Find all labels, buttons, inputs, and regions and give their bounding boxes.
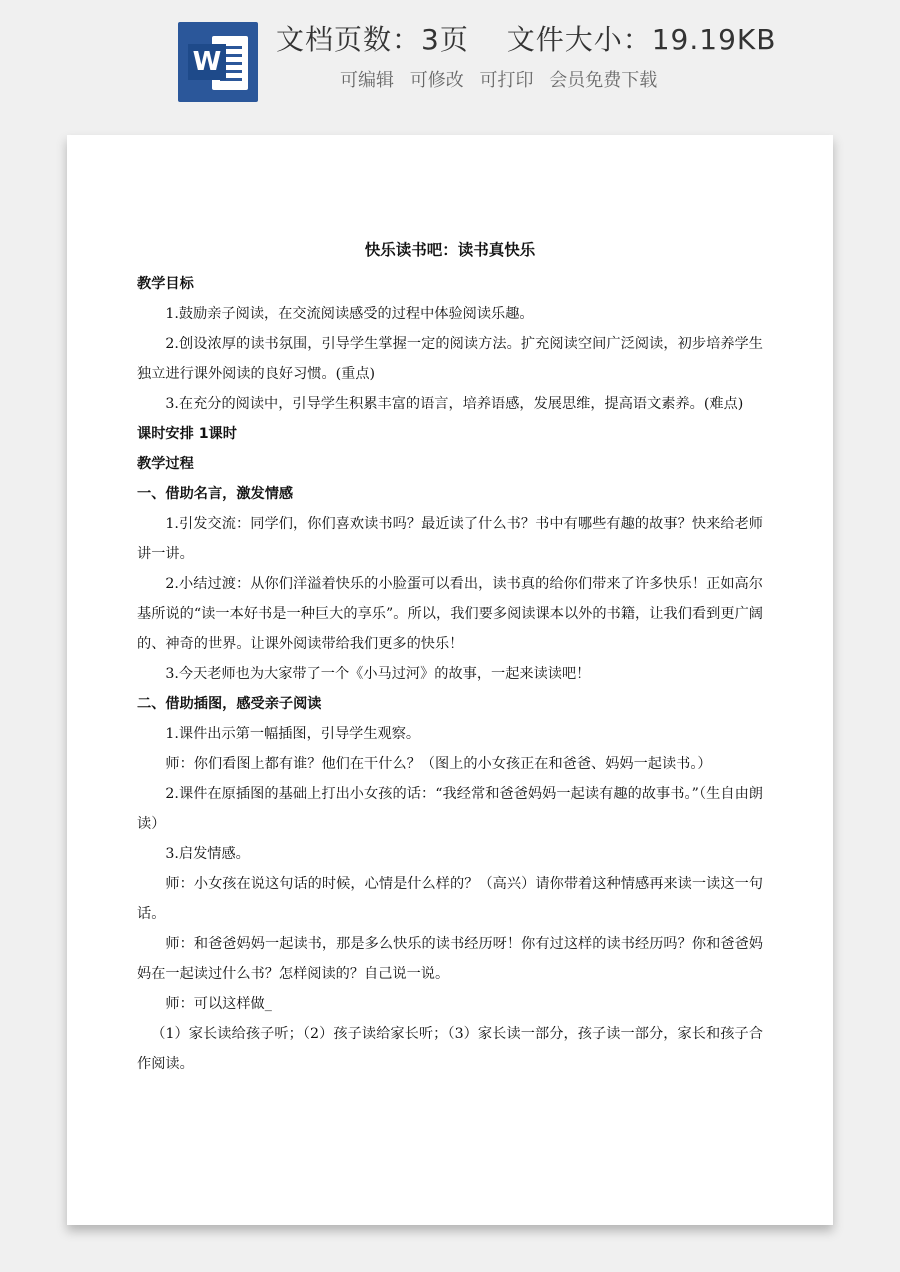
feature-editable: 可编辑: [340, 70, 394, 91]
section-heading: 教学过程: [137, 456, 194, 472]
body-paragraph: 1.引发交流：同学们，你们喜欢读书吗？最近读了什么书？书中有哪些有趣的故事？快来给老师讲一讲。: [137, 516, 763, 562]
document-page: [67, 135, 833, 1225]
section-heading: 一、借助名言，激发情感: [137, 486, 294, 502]
section-heading: 二、借助插图，感受亲子阅读: [137, 696, 322, 712]
feature-member-free-download: 会员免费下载: [549, 70, 658, 91]
word-icon-letter: W: [188, 44, 226, 80]
document-body: [137, 235, 763, 1079]
document-title: 快乐读书吧：读书真快乐: [364, 241, 536, 259]
body-paragraph: 师：你们看图上都有谁？他们在干什么？（图上的小女孩正在和爸爸、妈妈一起读书。）: [165, 756, 712, 772]
page-count: 文档页数：3页: [276, 23, 469, 56]
body-paragraph: 师：小女孩在说这句话的时候，心情是什么样的？（高兴）请你带着这种情感再来读一读这一句话。: [137, 876, 763, 922]
paragraph-list: [137, 269, 763, 1079]
body-paragraph: 师：可以这样做_: [165, 996, 272, 1012]
body-paragraph: 2.创设浓厚的读书氛围，引导学生掌握一定的阅读方法。扩充阅读空间广泛阅读，初步培养学生独立进行课外阅读的良好习惯。(重点): [137, 336, 763, 382]
section-heading: 教学目标: [137, 276, 194, 292]
body-paragraph: 1.课件出示第一幅插图，引导学生观察。: [165, 726, 421, 742]
body-paragraph: 3.今天老师也为大家带了一个《小马过河》的故事，一起来读读吧！: [165, 666, 591, 682]
feature-list: [340, 66, 657, 92]
document-stats: [276, 18, 776, 58]
body-paragraph: 师：和爸爸妈妈一起读书，那是多么快乐的读书经历呀！你有过这样的读书经历吗？你和爸爸妈妈在一起读过什么书？怎样阅读的？自己说一说。: [137, 936, 763, 982]
body-paragraph: 3.启发情感。: [165, 846, 250, 862]
feature-printable: 可打印: [479, 70, 534, 91]
body-paragraph: 2.课件在原插图的基础上打出小女孩的话：“我经常和爸爸妈妈一起读有趣的故事书。”（生自由朗读）: [137, 786, 763, 832]
body-paragraph: 1.鼓励亲子阅读，在交流阅读感受的过程中体验阅读乐趣。: [165, 306, 534, 322]
body-paragraph: 3.在充分的阅读中，引导学生积累丰富的语言，培养语感，发展思维，提高语文素养。(难点): [165, 396, 744, 412]
body-paragraph: （1）家长读给孩子听；（2）孩子读给家长听；（3）家长读一部分，孩子读一部分，家长和孩子合作阅读。: [137, 1026, 763, 1072]
document-info-header: [0, 0, 900, 130]
section-heading: 课时安排 1课时: [137, 426, 237, 442]
feature-modifiable: 可修改: [409, 70, 464, 91]
body-paragraph: 2.小结过渡：从你们洋溢着快乐的小脸蛋可以看出，读书真的给你们带来了许多快乐！正如高尔基所说的“读一本好书是一种巨大的享乐”。所以，我们要多阅读课本以外的书籍，让我们看到更广阔的、神奇的世界。让课外阅读带给我们更多的快乐！: [137, 576, 763, 652]
word-icon: [178, 22, 258, 102]
file-size: 文件大小：19.19KB: [506, 23, 777, 56]
